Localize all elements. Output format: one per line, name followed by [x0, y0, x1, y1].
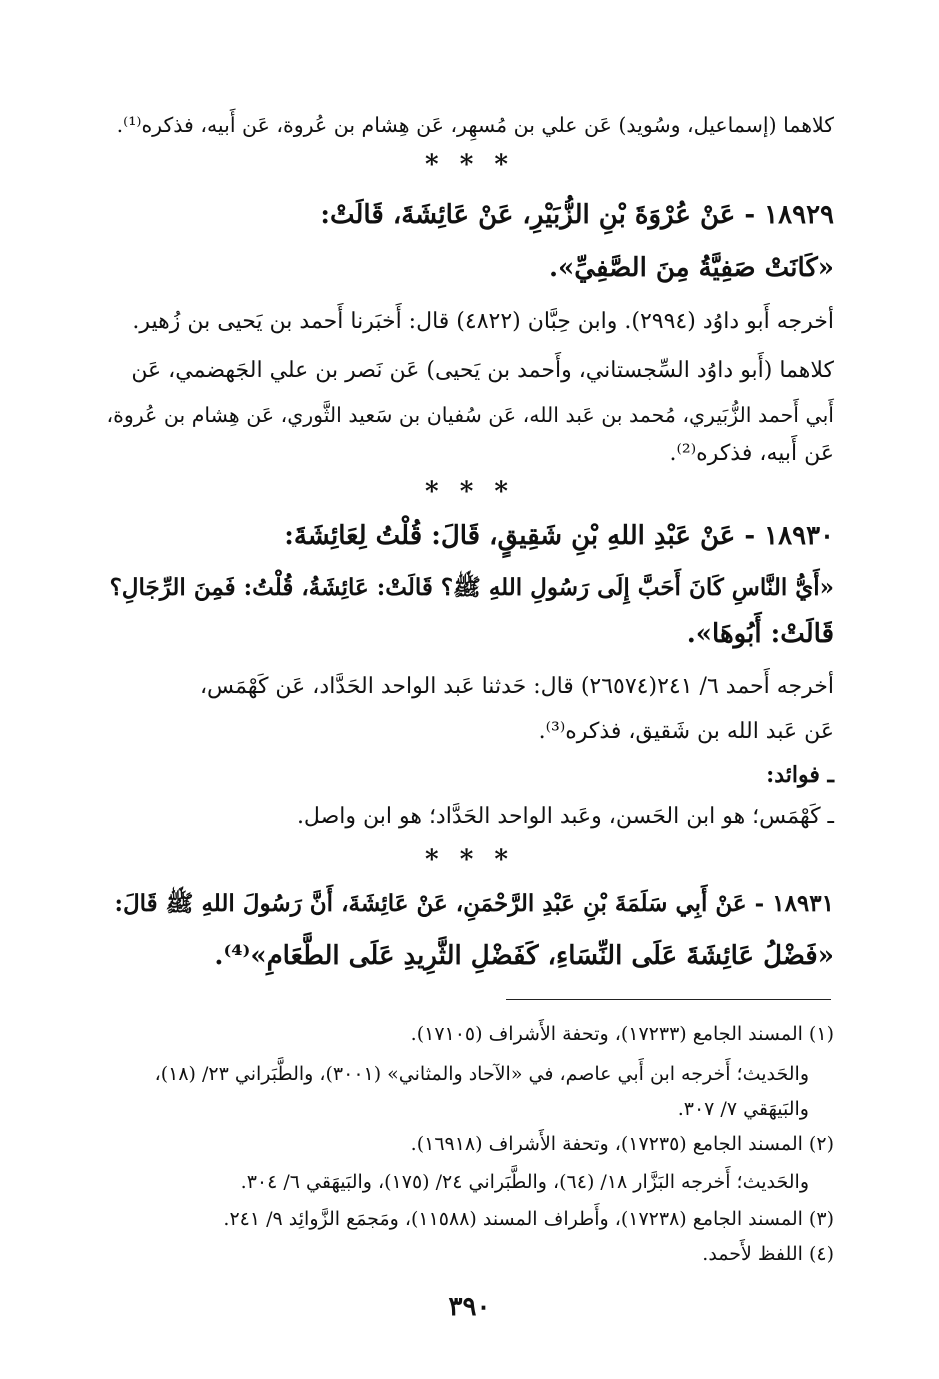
- hadith-heading-18930: ١٨٩٣٠ - عَنْ عَبْدِ اللهِ بْنِ شَقِيقٍ، قَالَ: قُلْتُ لِعَائِشَةَ:: [284, 521, 834, 551]
- hadith-text-18931: «فَضْلُ عَائِشَةَ عَلَى النِّسَاءِ، كَفَضْلِ الثَّرِيدِ عَلَى الطَّعَامِ»⁽⁴⁾.: [214, 941, 834, 971]
- text-line: كلاهما (إسماعيل، وسُويد) عَن علي بن مُسهِر، عَن هِشام بن عُروة، عَن أَبيه، فذكره⁽¹⁾.: [116, 113, 834, 137]
- takhrij-line: أخرجه أَبو داوُد (٢٩٩٤). وابن حِبَّان (٤٨٢٢) قال: أَخبَرنا أَحمد بن يَحيى بن زُهير.: [132, 309, 834, 334]
- footnote-4: (٤) اللفظ لأَحمد.: [702, 1243, 834, 1265]
- hadith-text-18930: «أَيُّ النَّاسِ كَانَ أَحَبَّ إِلَى رَسُولِ اللهِ ﷺ؟ قَالَتْ: عَائِشَةُ، قُلْتُ: فَمِنَ الرِّجَالِ؟: [109, 574, 834, 601]
- takhrij-line: أَبي أَحمد الزُّبَيري، مُحمد بن عَبد الله، عَن سُفيان بن سَعيد الثَّوري، عَن هِشام بن عُروة،: [106, 403, 834, 427]
- fawaid-line: ـ كَهْمَس؛ هو ابن الحَسن، وعَبد الواحد الحَدَّاد؛ هو ابن واصل.: [296, 804, 834, 829]
- section-separator: * * *: [425, 150, 514, 180]
- footnote-1-continued: والحَديث؛ أَخرجه ابن أَبي عاصم، في «الآحاد والمثاني» (٣٠٠١)، والطَّبَراني ٢٣/ (١٨)،: [154, 1063, 809, 1085]
- takhrij-line: كلاهما (أَبو داوُد السِّجستاني، وأَحمد بن يَحيى) عَن نَصر بن علي الجَهضمي، عَن: [131, 358, 834, 383]
- hadith-heading-18931: ١٨٩٣١ - عَنْ أَبِي سَلَمَةَ بْنِ عَبْدِ الرَّحْمَنِ، عَنْ عَائِشَةَ، أَنَّ رَسُولَ اللهِ ﷺ قَالَ:: [114, 890, 834, 917]
- section-separator: * * *: [425, 477, 514, 507]
- takhrij-line: عَن أَبيه، فذكره⁽²⁾.: [669, 441, 834, 466]
- footnote-2: (٢) المسند الجامع (١٧٢٣٥)، وتحفة الأَشراف (١٦٩١٨).: [410, 1133, 834, 1155]
- fawaid-heading: ـ فوائد:: [766, 762, 834, 788]
- footnote-divider: [506, 999, 831, 1000]
- footnote-3: (٣) المسند الجامع (١٧٢٣٨)، وأَطراف المسند (١١٥٨٨)، ومَجمَع الزَّوائِد ٩/ ٢٤١.: [223, 1208, 834, 1230]
- hadith-heading-18929: ١٨٩٢٩ - عَنْ عُرْوَةَ بْنِ الزُّبَيْرِ، عَنْ عَائِشَةَ، قَالَتْ:: [320, 200, 834, 230]
- hadith-text-18929: «كَانَتْ صَفِيَّةُ مِنَ الصَّفِيِّ».: [548, 253, 834, 283]
- takhrij-line: عَن عَبد الله بن شَقيق، فذكره⁽³⁾.: [538, 719, 834, 744]
- footnote-1-continued: والبَيهَقي ٧/ ٣٠٧.: [677, 1098, 809, 1120]
- takhrij-line: أخرجه أَحمد ٦/ ٢٤١(٢٦٥٧٤) قال: حَدثنا عَبد الواحد الحَدَّاد، عَن كَهْمَس،: [199, 674, 834, 699]
- footnote-1: (١) المسند الجامع (١٧٢٣٣)، وتحفة الأَشراف (١٧١٠٥).: [410, 1023, 834, 1045]
- page-number: ٣٩٠: [448, 1292, 491, 1322]
- section-separator: * * *: [425, 845, 514, 875]
- hadith-text-18930: قَالَتْ: أَبُوهَا».: [686, 619, 834, 649]
- footnote-2-continued: والحَديث؛ أَخرجه البَزَّار ١٨/ (٦٤)، والطَّبَراني ٢٤/ (١٧٥)، والبَيهَقي ٦/ ٣٠٤.: [240, 1171, 809, 1193]
